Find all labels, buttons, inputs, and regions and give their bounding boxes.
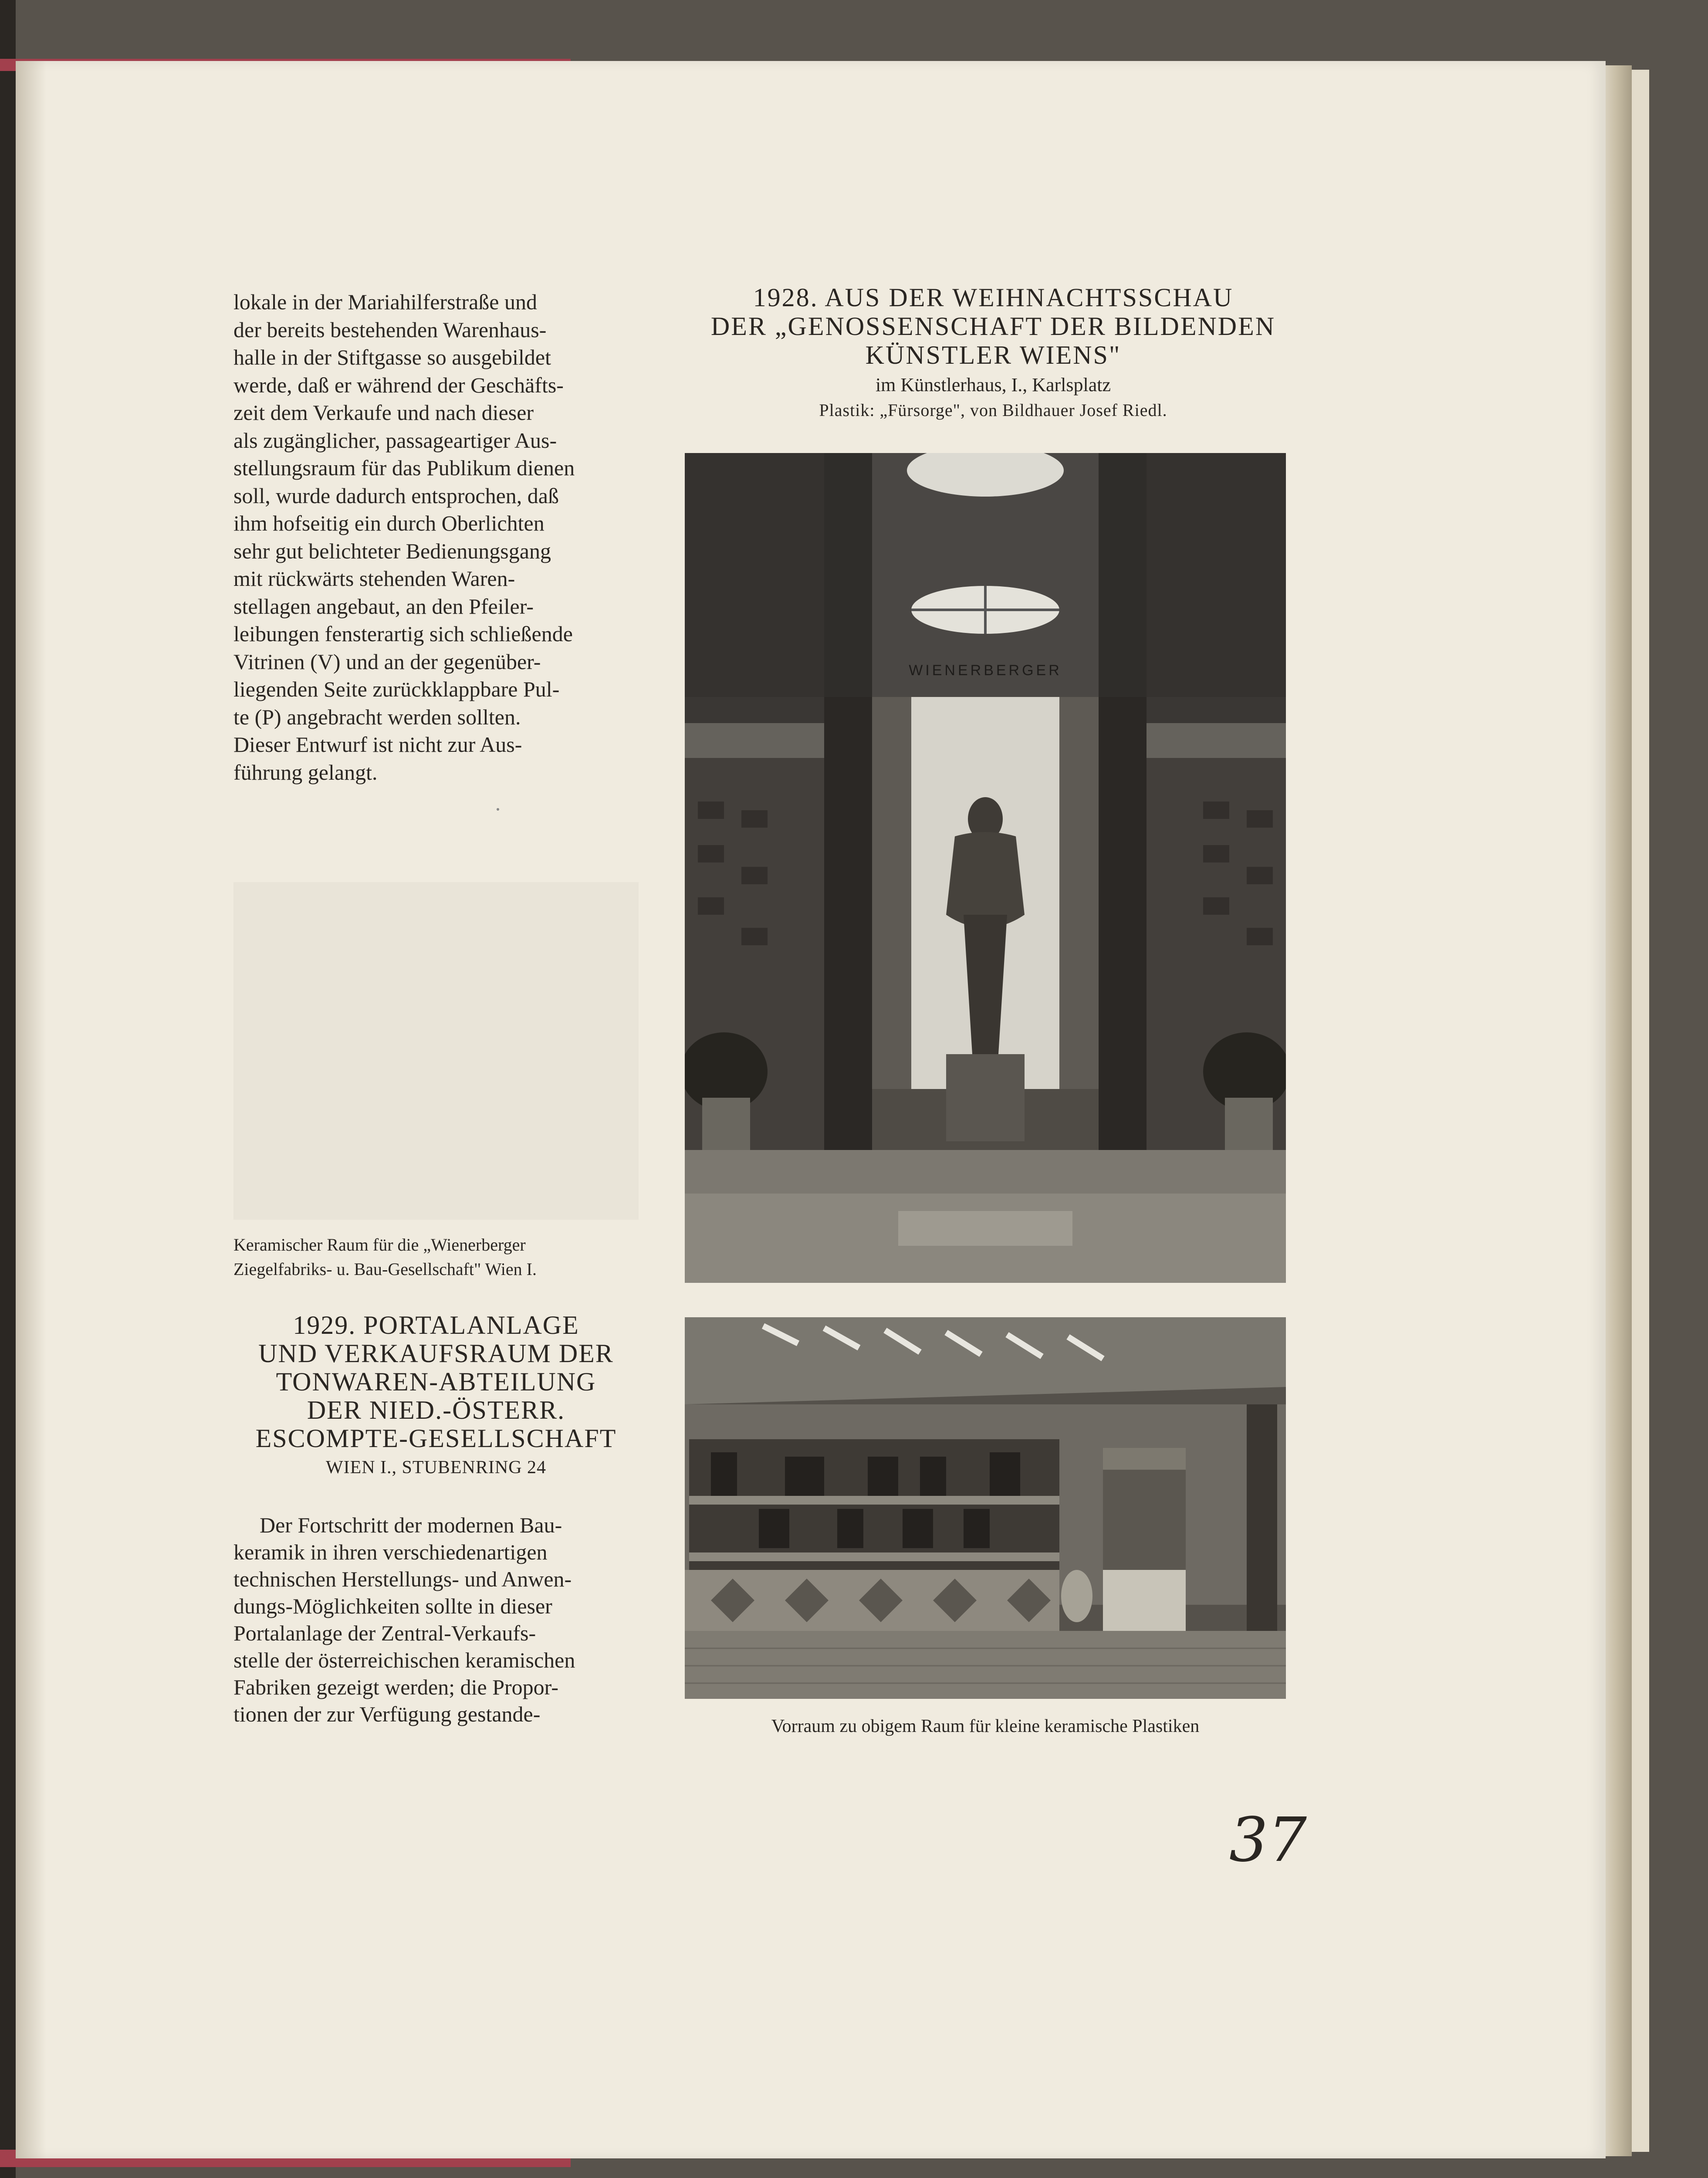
text-line: te (P) angebracht werden sollten. bbox=[233, 704, 521, 729]
heading-location: im Künstlerhaus, I., Karlsplatz bbox=[875, 374, 1111, 396]
heading-line: UND VERKAUFSRAUM DER bbox=[258, 1339, 614, 1368]
text-line: lokale in der Mariahilferstraße und bbox=[233, 290, 537, 314]
text-line: Der Fortschritt der modernen Bau- bbox=[260, 1513, 562, 1537]
text-line: soll, wurde dadurch entsprochen, daß bbox=[233, 483, 559, 508]
text-line: halle in der Stiftgasse so ausgebildet bbox=[233, 345, 551, 369]
text-line: stellagen angebaut, an den Pfeiler- bbox=[233, 594, 534, 619]
heading-line: TONWAREN-ABTEILUNG bbox=[276, 1367, 596, 1396]
text-line: sehr gut belichteter Bedienungsgang bbox=[233, 538, 551, 563]
text-line: Fabriken gezeigt werden; die Propor- bbox=[233, 1675, 558, 1699]
caption-ceramic-room bbox=[233, 1233, 639, 1282]
text-line: ihm hofseitig ein durch Oberlichten bbox=[233, 511, 545, 535]
text-line: Vitrinen (V) und an der gegenüber- bbox=[233, 649, 541, 674]
text-line: leibungen fensterartig sich schließende bbox=[233, 622, 573, 646]
book-spine bbox=[0, 0, 16, 2178]
caption-line: Keramischer Raum für die „Wienerberger bbox=[233, 1235, 526, 1255]
page-gutter bbox=[16, 61, 46, 2158]
text-line: stellungsraum für das Publikum dienen bbox=[233, 456, 575, 480]
text-line: führung gelangt. bbox=[233, 760, 378, 785]
text-line: werde, daß er während der Geschäfts- bbox=[233, 372, 564, 397]
heading-line: 1929. PORTALANLAGE bbox=[293, 1311, 579, 1339]
text-line: als zugänglicher, passageartiger Aus- bbox=[233, 428, 557, 453]
text-line: der bereits bestehenden Warenhaus- bbox=[233, 317, 547, 342]
heading-line: DER „GENOSSENSCHAFT DER BILDENDEN bbox=[710, 312, 1276, 341]
photo-ceramic-anteroom bbox=[685, 1317, 1286, 1699]
heading-line: DER NIED.-ÖSTERR. bbox=[307, 1396, 565, 1424]
heading-line: 1928. AUS DER WEIHNACHTSSCHAU bbox=[753, 283, 1234, 312]
text-line: tionen der zur Verfügung gestande- bbox=[233, 1702, 541, 1726]
left-column-text bbox=[233, 288, 639, 786]
caption-line: Ziegelfabriks- u. Bau-Gesellschaft" Wien I. bbox=[233, 1259, 537, 1279]
text-line: dungs-Möglichkeiten sollte in dieser bbox=[233, 1594, 552, 1618]
ink-speck bbox=[497, 808, 499, 811]
text-line: keramik in ihren verschiedenartigen bbox=[233, 1540, 548, 1564]
heading-line: ESCOMPTE-GESELLSCHAFT bbox=[255, 1424, 617, 1453]
heading-1929 bbox=[233, 1311, 639, 1481]
body-1929 bbox=[233, 1512, 639, 1728]
heading-sculpture-credit: Plastik: „Fürsorge", von Bildhauer Josef Riedl. bbox=[819, 400, 1167, 420]
page-edge bbox=[1606, 65, 1632, 2156]
wall-lettering: WIENERBERGER bbox=[909, 662, 1062, 679]
page-number: 37 bbox=[1229, 1805, 1307, 1876]
heading-1928 bbox=[653, 283, 1333, 423]
cover-edge bbox=[1632, 70, 1649, 2152]
caption-anteroom: Vorraum zu obigem Raum für kleine keramische Plastiken bbox=[771, 1716, 1200, 1736]
photo-exhibition-hall bbox=[685, 453, 1286, 1283]
text-line: technischen Herstellungs- und Anwen- bbox=[233, 1567, 572, 1591]
heading-address: WIEN I., STUBENRING 24 bbox=[325, 1458, 547, 1478]
text-line: Portalanlage der Zentral-Verkaufs- bbox=[233, 1621, 536, 1645]
text-line: stelle der österreichischen keramischen bbox=[233, 1648, 575, 1672]
text-line: Dieser Entwurf ist nicht zur Aus- bbox=[233, 732, 522, 757]
heading-line: KÜNSTLER WIENS" bbox=[865, 341, 1121, 369]
text-line: liegenden Seite zurückklappbare Pul- bbox=[233, 677, 560, 701]
text-line: mit rückwärts stehenden Waren- bbox=[233, 566, 515, 591]
blank-plate-area bbox=[233, 882, 639, 1220]
text-line: zeit dem Verkaufe und nach dieser bbox=[233, 400, 534, 425]
